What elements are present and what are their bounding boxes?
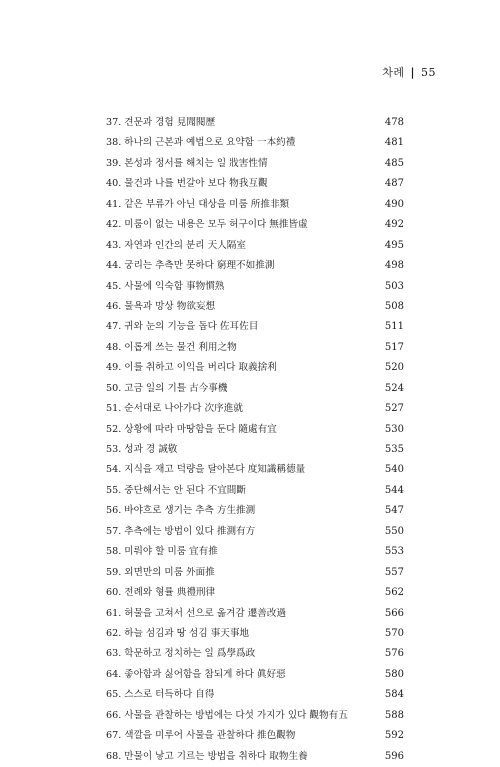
toc-entry-page: 478 [384,117,404,128]
toc-entry-page: 557 [384,566,404,578]
toc-entry [106,154,404,174]
toc-entry [106,583,404,603]
toc-entry-page: 580 [384,668,404,680]
toc-entry-title: 65. 스스로 터득하다 自得 [106,689,215,701]
toc-entry [106,215,404,235]
toc-entry-title: 41. 같은 부류가 아닌 대상을 미룸 所推非類 [106,198,290,210]
toc-entry [106,481,404,501]
toc-entry-title: 62. 하늘 섬김과 땅 섬김 事天事地 [106,627,250,639]
toc-entry-page: 576 [384,648,404,660]
toc-entry [106,277,404,297]
toc-entry [106,297,404,317]
toc-entry-page: 562 [384,587,404,599]
toc-entry-title: 39. 본성과 정서를 해치는 일 戕害性情 [106,157,268,169]
toc-entry [106,113,404,133]
toc-entry [106,236,404,256]
toc-entry-page: 584 [384,689,404,701]
toc-entry [106,501,404,521]
toc-entry-page: 553 [384,546,404,558]
toc-entry [106,133,404,153]
toc-entry-title: 58. 미뤄야 할 미룸 宜有推 [106,546,218,558]
toc-entry-title: 59. 외면만의 미룸 外面推 [106,566,215,578]
page-number: 55 [421,66,436,79]
toc-entry-title: 51. 순서대로 나아가다 次序進就 [106,403,243,415]
toc-entry [106,563,404,583]
toc-entry [106,726,404,746]
toc-entry-title: 46. 물욕과 망상 物欲妄想 [106,300,216,312]
toc-entry-page: 588 [384,709,404,721]
toc-entry-page: 550 [384,525,404,537]
toc-entry-page: 520 [384,362,404,374]
toc-entry-page: 544 [384,484,404,496]
toc-entry-title: 66. 사물을 관찰하는 방법에는 다섯 가지가 있다 觀物有五 [106,709,348,721]
toc-entry-title: 37. 견문과 경험 見聞閱歷 [106,117,216,128]
toc-entry [106,624,404,644]
toc-entry [106,174,404,194]
toc-entry-title: 43. 자연과 인간의 분리 天人隔室 [106,239,246,251]
toc-entry-title: 57. 추측에는 방법이 있다 推測有方 [106,525,256,537]
toc-entry-title: 44. 궁리는 추측만 못하다 窮理不如推測 [106,260,275,272]
toc-entry-page: 540 [384,464,404,476]
toc-entry-page: 490 [384,198,404,210]
toc-entry [106,644,404,664]
toc-entry [106,379,404,399]
toc-entry-page: 498 [384,260,404,272]
toc-entry-title: 56. 바야흐로 생기는 추측 方生推測 [106,505,256,517]
toc-entry [106,420,404,440]
toc-entry [106,542,404,562]
toc-entry-title: 40. 물건과 나를 번갈아 보다 物我互觀 [106,178,268,190]
toc-entry [106,665,404,685]
toc-entry-title: 45. 사물에 익숙함 事物慣熟 [106,280,225,292]
toc-entry [106,604,404,624]
toc-entry-title: 38. 하나의 근본과 예법으로 요약함 一本約禮 [106,137,296,149]
toc-entry-title: 68. 만물이 낳고 기르는 방법을 취하다 取物生養 [106,750,308,762]
header-separator: | [410,66,415,79]
toc-entry [106,358,404,378]
toc-entry [106,685,404,705]
toc-entry-page: 495 [384,239,404,251]
toc-entry [106,747,404,767]
toc-entry-title: 42. 미룸이 없는 내용은 모두 허구이다 無推皆虛 [106,219,308,231]
toc-entry-page: 517 [384,341,404,353]
toc-entry [106,256,404,276]
toc-entry-title: 49. 이를 취하고 이익을 버리다 取義捨利 [106,362,277,374]
toc-entry [106,399,404,419]
toc-entry [106,460,404,480]
toc-entry-title: 47. 귀와 눈의 기능을 돕다 佐耳佐目 [106,321,259,333]
toc-entry-page: 530 [384,423,404,435]
toc-entry-page: 527 [384,403,404,415]
toc-entry-title: 52. 상황에 따라 마땅함을 둔다 隨處有宜 [106,423,277,435]
toc-entry-page: 547 [384,505,404,517]
running-header [382,64,436,80]
toc-entry-title: 55. 중단해서는 안 된다 不宜間斷 [106,484,246,496]
table-of-contents [106,113,404,767]
toc-entry-title: 60. 전례와 형률 典禮刑律 [106,587,216,599]
toc-entry [106,317,404,337]
toc-entry-page: 524 [384,382,404,394]
toc-entry-title: 64. 좋아함과 싫어함을 참되게 하다 眞好惡 [106,668,286,680]
toc-entry-page: 503 [384,280,404,292]
toc-entry-title: 67. 색깔을 미루어 사물을 관찰하다 推色觀物 [106,730,296,742]
toc-entry-page: 596 [384,750,404,762]
toc-entry-title: 50. 고금 일의 기틀 古今事機 [106,382,228,394]
toc-entry-title: 61. 허물을 고쳐서 선으로 옮겨감 遷善改過 [106,607,287,619]
toc-entry-page: 592 [384,730,404,742]
section-label: 차례 [382,66,405,79]
toc-entry-title: 54. 지식을 재고 덕량을 달아본다 度知識稱德量 [106,464,306,476]
toc-entry [106,522,404,542]
toc-entry-title: 48. 이롭게 쓰는 물건 利用之物 [106,341,237,353]
toc-entry-page: 570 [384,627,404,639]
toc-entry-title: 53. 성과 경 誠敬 [106,444,178,455]
toc-entry-page: 511 [384,321,404,333]
toc-entry-page: 566 [384,607,404,619]
toc-entry [106,195,404,215]
toc-entry [106,338,404,358]
toc-entry-page: 485 [384,157,404,169]
toc-entry-page: 487 [384,178,404,190]
toc-entry-page: 492 [384,219,404,231]
toc-entry-page: 481 [384,137,404,149]
toc-entry [106,706,404,726]
toc-entry-title: 63. 학문하고 정치하는 일 爲學爲政 [106,648,256,660]
toc-entry-page: 508 [384,300,404,312]
toc-entry [106,440,404,460]
toc-entry-page: 535 [384,444,404,455]
